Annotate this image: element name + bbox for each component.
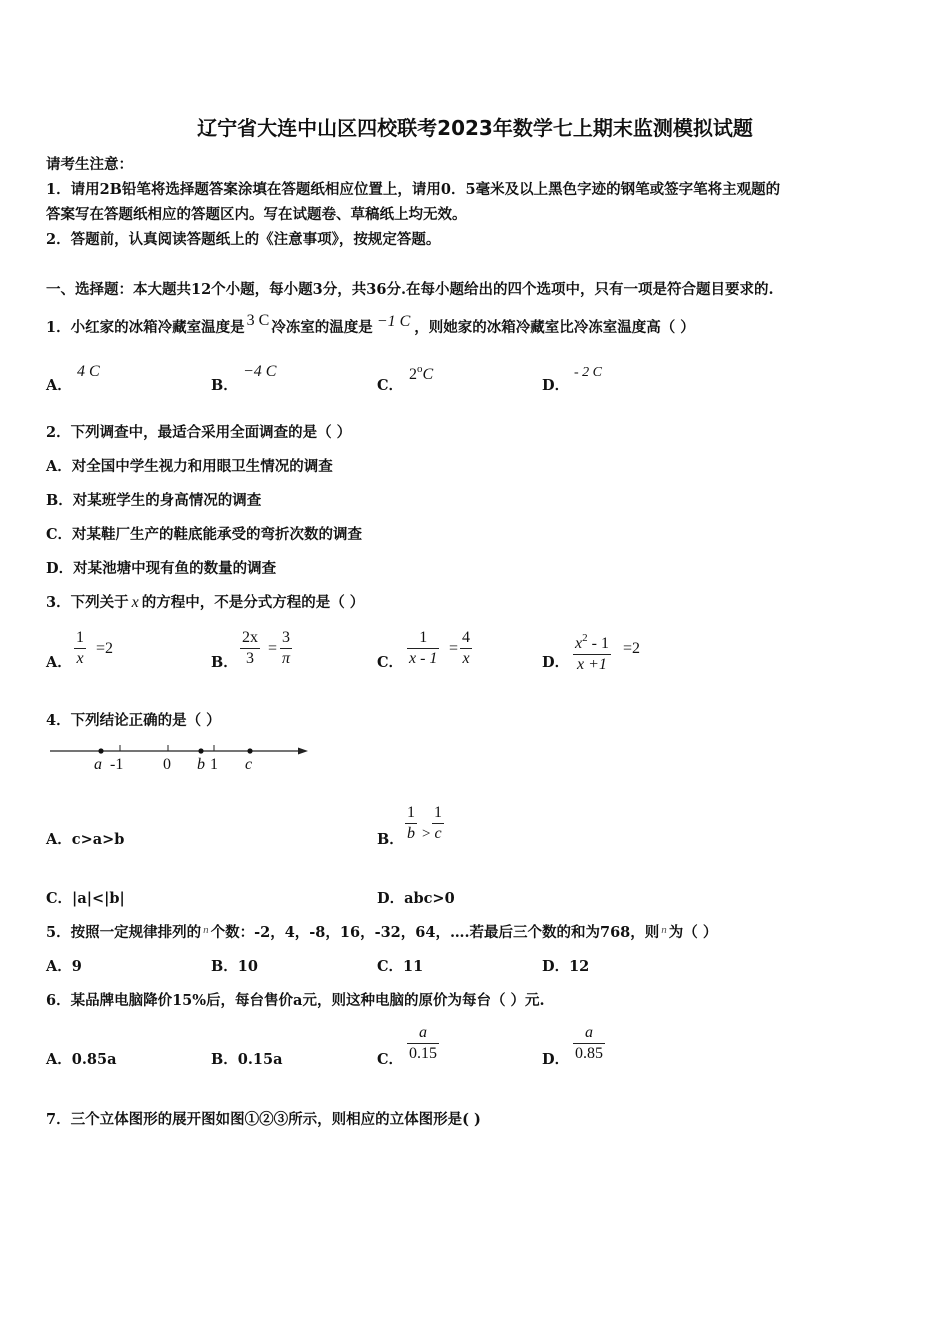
q3-option-a-fraction bbox=[74, 628, 86, 669]
q1-value-fridge: 3 C bbox=[246, 312, 270, 329]
q3-variable: x bbox=[131, 594, 139, 611]
axis-label-c: c bbox=[245, 756, 253, 773]
q3-a-numerator: 1 bbox=[76, 629, 84, 646]
q1-option-c-number: 2 bbox=[409, 366, 417, 383]
q3-c-denominator-2: x bbox=[462, 650, 470, 667]
q4-option-d: D．abc>0 bbox=[377, 890, 455, 907]
q1-option-b-value: −4 C bbox=[243, 363, 277, 380]
point-c bbox=[247, 748, 252, 753]
axis-label-one: 1 bbox=[210, 756, 218, 773]
q3-c-numerator-2: 4 bbox=[462, 629, 470, 646]
q6-option-c-label: C． bbox=[377, 1051, 404, 1068]
q3-b-equals: = bbox=[268, 640, 278, 657]
axis-label-a: a bbox=[94, 756, 102, 773]
arrow-right-icon bbox=[298, 748, 308, 755]
q5-stem-part-a: 5．按照一定规律排列的 bbox=[46, 924, 202, 941]
notice-heading: 请考生注意： bbox=[46, 156, 133, 173]
point-a bbox=[98, 748, 103, 753]
q5-option-a: A．9 bbox=[46, 958, 82, 975]
q3-c-equals: = bbox=[449, 640, 459, 657]
section-heading: 一、选择题：本大题共12个小题，每小题3分，共36分.在每小题给出的四个选项中，只有一项是符合题目要求的. bbox=[46, 281, 774, 298]
q6-option-b: B．0.15a bbox=[211, 1051, 283, 1068]
q4-b-denominator-1: b bbox=[407, 825, 415, 842]
q1-stem-part-c: ，则她家的冰箱冷藏室比冷冻室温度高（ ） bbox=[414, 319, 695, 336]
q4-b-numerator-1: 1 bbox=[407, 804, 415, 821]
q2-option-b: B．对某班学生的身高情况的调查 bbox=[46, 492, 262, 509]
q5-stem-part-b: 个数：-2，4，-8，16，-32，64，….若最后三个数的和为768，则 bbox=[210, 924, 660, 941]
q1-option-c-unit: C bbox=[422, 366, 434, 383]
q3-stem bbox=[46, 591, 364, 612]
q3-option-b-label: B． bbox=[211, 654, 238, 671]
notice-line-1a: 1．请用2B铅笔将选择题答案涂填在答题纸相应位置上，请用0．5毫米及以上黑色字迹的钢笔或签字笔将主观题的 bbox=[46, 181, 781, 198]
q4-option-b-fraction-1 bbox=[405, 803, 417, 844]
q3-option-c-fraction-2 bbox=[460, 628, 472, 669]
q4-option-b-label: B． bbox=[377, 831, 404, 848]
number-line-figure bbox=[46, 738, 316, 778]
q1-stem bbox=[46, 312, 695, 337]
q3-d-rhs: =2 bbox=[623, 640, 641, 657]
q4-option-b-fraction-2 bbox=[432, 803, 444, 844]
q3-c-denominator-1: x - 1 bbox=[409, 650, 438, 667]
q5-stem-part-c: 为（ ） bbox=[668, 924, 718, 941]
q3-a-denominator: x bbox=[76, 650, 84, 667]
q5-option-d: D．12 bbox=[542, 958, 590, 975]
axis-label-neg-one: -1 bbox=[110, 756, 124, 773]
q3-stem-part-a: 3．下列关于 bbox=[46, 594, 129, 611]
q6-d-denominator: 0.85 bbox=[575, 1045, 603, 1062]
q3-option-b-fraction-2 bbox=[280, 628, 292, 669]
q3-d-numerator bbox=[573, 628, 611, 654]
q1-option-d-label: D． bbox=[542, 377, 570, 394]
q2-option-d: D．对某池塘中现有鱼的数量的调查 bbox=[46, 560, 277, 577]
q6-stem: 6．某品牌电脑降价15%后，每台售价a元，则这种电脑的原价为每台（ ）元. bbox=[46, 992, 545, 1009]
q5-option-c: C．11 bbox=[377, 958, 424, 975]
q2-option-c: C．对某鞋厂生产的鞋底能承受的弯折次数的调查 bbox=[46, 526, 363, 543]
q3-c-numerator-1: 1 bbox=[419, 629, 428, 646]
q3-b-denominator-1: 3 bbox=[246, 650, 254, 667]
q6-d-numerator: a bbox=[585, 1024, 593, 1041]
q4-b-denominator-2: c bbox=[434, 825, 442, 842]
q7-stem: 7．三个立体图形的展开图如图①②③所示，则相应的立体图形是( ) bbox=[46, 1111, 481, 1128]
q3-option-b-fraction-1 bbox=[240, 628, 260, 669]
q5-var-n-1: n bbox=[203, 924, 209, 936]
q1-option-d-value: - 2 C bbox=[574, 365, 602, 380]
q3-d-numerator-rest: - 1 bbox=[587, 635, 609, 652]
q3-option-d-fraction bbox=[573, 628, 611, 675]
q5-stem bbox=[46, 921, 717, 942]
q2-option-a: A．对全国中学生视力和用眼卫生情况的调查 bbox=[46, 458, 333, 475]
q1-stem-part-a: 1．小红家的冰箱冷藏室温度是 bbox=[46, 319, 245, 336]
q3-option-c-label: C． bbox=[377, 654, 404, 671]
q4-b-numerator-2: 1 bbox=[434, 804, 442, 821]
axis-label-zero: 0 bbox=[163, 756, 171, 773]
axis-label-b: b bbox=[197, 756, 205, 773]
q1-value-freezer: −1 C bbox=[376, 313, 411, 330]
q1-option-c-degree: o bbox=[417, 363, 423, 375]
q6-c-denominator: 0.15 bbox=[409, 1045, 437, 1062]
q3-b-denominator-2: π bbox=[282, 650, 291, 667]
q3-d-denominator: x +1 bbox=[577, 656, 607, 673]
q6-option-d-label: D． bbox=[542, 1051, 570, 1068]
notice-line-1b: 答案写在答题纸相应的答题区内。写在试题卷、草稿纸上均无效。 bbox=[46, 206, 467, 223]
point-b bbox=[198, 748, 203, 753]
q6-option-c-fraction bbox=[407, 1023, 439, 1064]
q2-stem: 2．下列调查中，最适合采用全面调查的是（ ） bbox=[46, 424, 352, 441]
q4-stem: 4．下列结论正确的是（ ） bbox=[46, 712, 221, 729]
q1-option-c-value bbox=[409, 363, 433, 384]
q4-option-a: A．c>a>b bbox=[46, 831, 125, 848]
q5-var-n-2: n bbox=[661, 924, 667, 936]
q3-option-a-label: A． bbox=[46, 654, 72, 671]
q3-d-numerator-var: x bbox=[575, 635, 583, 652]
q3-option-c-fraction-1 bbox=[407, 628, 439, 669]
q4-option-c: C．|a|<|b| bbox=[46, 890, 125, 907]
q1-option-c-label: C． bbox=[377, 377, 404, 394]
q1-option-a-label: A． bbox=[46, 377, 72, 394]
q6-option-a: A．0.85a bbox=[46, 1051, 117, 1068]
q6-c-numerator: a bbox=[419, 1024, 427, 1041]
q4-b-greater-than: > bbox=[422, 826, 431, 842]
q6-option-d-fraction bbox=[573, 1023, 605, 1064]
notice-line-2: 2．答题前，认真阅读答题纸上的《注意事项》，按规定答题。 bbox=[46, 231, 441, 248]
q5-option-b: B．10 bbox=[211, 958, 258, 975]
q1-stem-part-b: 冷冻室的温度是 bbox=[271, 319, 373, 336]
q3-option-d-label: D． bbox=[542, 654, 570, 671]
q3-b-numerator-1: 2x bbox=[242, 629, 258, 646]
q1-option-b-label: B． bbox=[211, 377, 238, 394]
q3-b-numerator-2: 3 bbox=[282, 629, 290, 646]
q3-d-exponent: 2 bbox=[582, 632, 588, 644]
q3-a-rhs: =2 bbox=[96, 640, 114, 657]
q3-stem-part-b: 的方程中，不是分式方程的是（ ） bbox=[141, 594, 365, 611]
page-title: 辽宁省大连中山区四校联考2023年数学七上期末监测模拟试题 bbox=[197, 116, 753, 140]
q1-option-a-value: 4 C bbox=[77, 363, 100, 380]
